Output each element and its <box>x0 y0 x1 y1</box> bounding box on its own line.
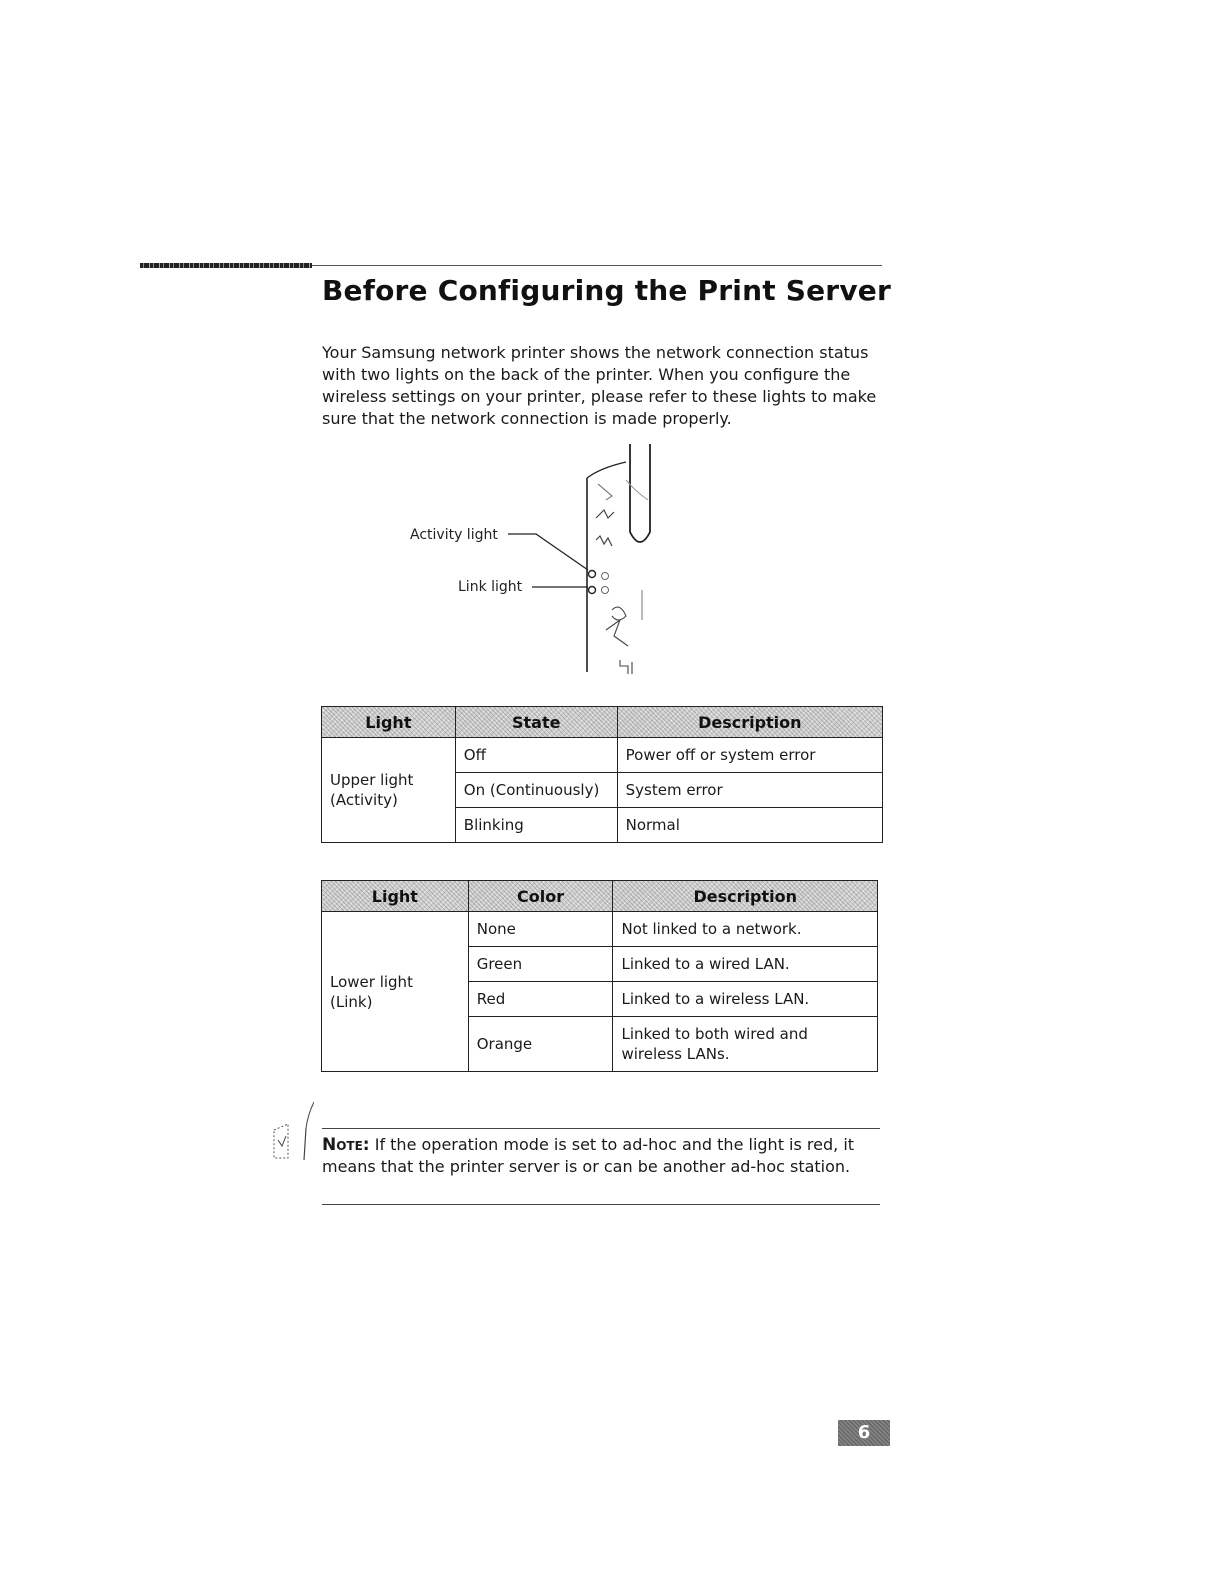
upper-light-cell <box>322 738 456 843</box>
table-row <box>322 912 878 947</box>
table-row <box>322 738 883 773</box>
note-rule-top <box>322 1128 880 1129</box>
table-header-row <box>322 707 883 738</box>
description-cell <box>613 1017 878 1072</box>
section-rule <box>140 263 882 269</box>
state-cell: On (Continuously) <box>455 773 617 808</box>
header-description: Description <box>617 707 882 738</box>
link-light-table <box>321 880 878 1072</box>
state-cell: Off <box>455 738 617 773</box>
description-cell: Power off or system error <box>617 738 882 773</box>
link-label: (Link) <box>330 992 373 1011</box>
description-line: Linked to both wired and <box>621 1025 808 1043</box>
description-cell: Not linked to a network. <box>613 912 878 947</box>
description-cell: System error <box>617 773 882 808</box>
header-light: Light <box>322 707 456 738</box>
color-cell: Green <box>468 947 613 982</box>
section-rule-thin <box>312 265 882 266</box>
description-cell: Linked to a wireless LAN. <box>613 982 878 1017</box>
section-rule-thick <box>140 263 312 268</box>
table-header-row <box>322 881 878 912</box>
state-cell: Blinking <box>455 808 617 843</box>
upper-light-label: Upper light <box>330 771 414 789</box>
lower-light-label: Lower light <box>330 972 413 991</box>
header-description: Description <box>613 881 878 912</box>
header-light: Light <box>322 881 469 912</box>
header-color: Color <box>468 881 613 912</box>
lower-light-cell <box>322 912 469 1072</box>
description-cell: Linked to a wired LAN. <box>613 947 878 982</box>
activity-light-icon <box>589 571 596 578</box>
note-pencil-icon <box>270 1100 314 1164</box>
printer-lights-illustration <box>400 440 680 680</box>
printer-panel-top <box>587 462 626 478</box>
activity-label: (Activity) <box>330 791 398 809</box>
note-body: If the operation mode is set to ad-hoc and the light is red, it means that the printer server is or can be another ad-hoc station. <box>322 1135 855 1176</box>
antenna-icon <box>630 444 650 542</box>
description-line: wireless LANs. <box>621 1045 730 1063</box>
note-text <box>322 1134 882 1177</box>
page-title: Before Configuring the Print Server <box>322 274 891 307</box>
description-cell: Normal <box>617 808 882 843</box>
note-label: Note: <box>322 1135 370 1155</box>
page-number: 6 <box>838 1420 890 1446</box>
note-rule-bottom <box>322 1204 880 1205</box>
link-light-label: Link light <box>458 579 523 595</box>
activity-light-table <box>321 706 883 843</box>
color-cell: None <box>468 912 613 947</box>
activity-leader-line <box>508 534 588 570</box>
color-cell: Orange <box>468 1017 613 1072</box>
intro-paragraph: Your Samsung network printer shows the network connection status with two lights on the back of the printer. When you configure the wireless settings on your printer, please refer to these lights to make sure that the network connection is made properly. <box>322 343 877 428</box>
color-cell: Red <box>468 982 613 1017</box>
header-state: State <box>455 707 617 738</box>
link-light-icon <box>589 587 596 594</box>
activity-light-label: Activity light <box>410 527 498 543</box>
